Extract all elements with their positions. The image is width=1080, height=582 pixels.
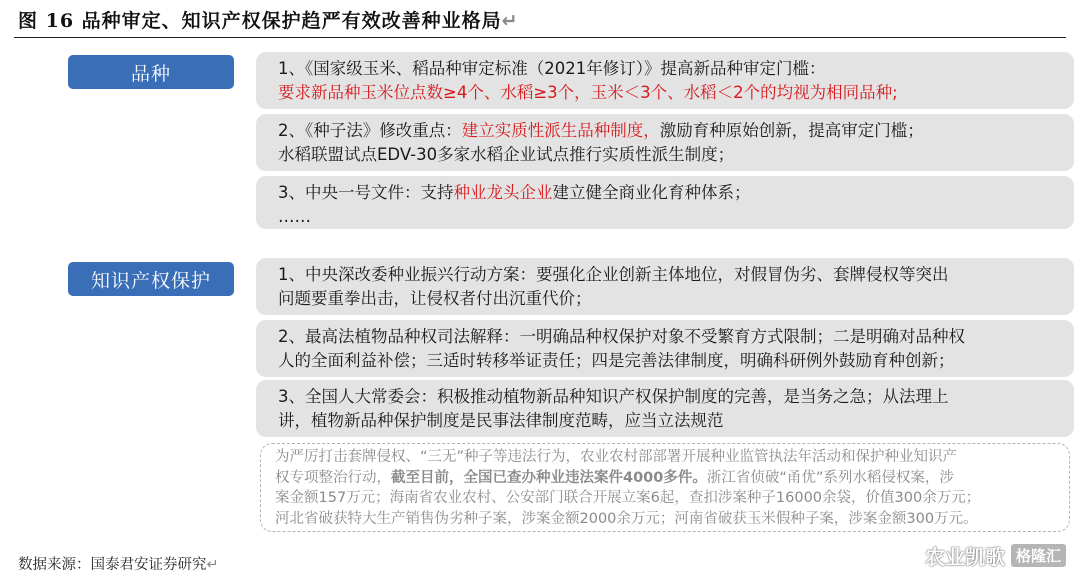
watermark-text: 农业凯歌 [924, 545, 1005, 569]
text-segment: 1、中央深改委种业振兴行动方案：要强化企业创新主体地位，对假冒伪劣、套牌侵权等突出 [278, 265, 949, 284]
text-segment: …… [278, 207, 311, 226]
text-segment: 水稻联盟试点EDV-30多家水稻企业试点推行实质性派生制度； [278, 145, 735, 164]
ip-box-1 [256, 258, 1074, 315]
text-segment: 权专项整治行动， [275, 469, 391, 486]
text-segment: 3、中央一号文件：支持 [278, 183, 454, 202]
text-line [278, 143, 1064, 167]
text-line [278, 349, 1064, 373]
enforcement-note [260, 443, 1070, 532]
text-line [278, 409, 1064, 433]
highlight-text: 建立实质性派生品种制度， [461, 121, 660, 140]
title-divider [14, 37, 1066, 38]
text-line [278, 57, 1064, 81]
text-segment: 建立健全商业化育种体系； [552, 183, 751, 202]
watermark-badge: 格隆汇 [1011, 544, 1066, 567]
text-segment: 1、《国家级玉米、稻品种审定标准（2021年修订）》提高新品种审定门槛： [278, 59, 826, 78]
text-line [278, 287, 1064, 311]
text-line [278, 263, 1064, 287]
text-segment: 河北省破获特大生产销售伪劣种子案，涉案金额2000余万元；河南省破获玉米假种子案，涉案金额300万元。 [275, 510, 978, 527]
text-segment: 问题要重拳出击，让侵权者付出沉重代价； [278, 289, 592, 308]
section-label-ip-protection: 知识产权保护 [68, 262, 234, 296]
text-line [278, 385, 1064, 409]
text-line [275, 488, 1061, 509]
highlight-text: 种业龙头企业 [453, 183, 553, 202]
text-line [278, 325, 1064, 349]
bold-text: 截至目前，全国已查办种业违法案件4000多件。 [391, 469, 707, 486]
text-segment: 案金额157万元；海南省农业农村、公安部门联合开展立案6起，查扣涉案种子16000余袋，价值300余万元； [275, 490, 981, 506]
variety-box-2 [256, 114, 1074, 171]
text-segment: 讲，植物新品种保护制度是民事法律制度范畴，应当立法规范 [278, 411, 724, 430]
ip-box-2 [256, 320, 1074, 377]
text-segment: 2、《种子法》修改重点： [278, 121, 462, 140]
text-segment: 3、全国人大常委会：积极推动植物新品种知识产权保护制度的完善，是当务之急；从法理上 [278, 387, 949, 406]
text-segment: 浙江省侦破“甬优”系列水稻侵权案，涉 [706, 469, 954, 486]
text-line [278, 205, 1064, 229]
text-segment: 激励育种原始创新，提高审定门槛； [659, 121, 924, 140]
watermark [925, 541, 1066, 570]
ip-box-3 [256, 380, 1074, 437]
text-line [275, 468, 1061, 489]
text-line [275, 509, 1061, 530]
data-source: 数据来源：国泰君安证券研究↵ [18, 557, 219, 573]
text-line [278, 119, 1064, 143]
variety-box-1 [256, 52, 1074, 109]
text-line [275, 447, 1061, 468]
text-segment: 2、最高法植物品种权司法解释：一明确品种权保护对象不受繁育方式限制；二是明确对品种权 [278, 327, 965, 346]
figure-title: 图 16 品种审定、知识产权保护趋严有效改善种业格局↵ [18, 10, 519, 32]
section-label-variety: 品种 [68, 55, 234, 89]
variety-box-3 [256, 176, 1074, 229]
text-line [278, 81, 1064, 105]
highlight-text: 要求新品种玉米位点数≥4个、水稻≥3个，玉米＜3个、水稻＜2个的均视为相同品种; [278, 83, 898, 102]
text-segment: 为严厉打击套牌侵权、“三无”种子等违法行为，农业农村部部署开展种业监管执法年活动和保护种业知识产 [275, 449, 958, 465]
text-line [278, 181, 1064, 205]
text-segment: 人的全面利益补偿；三适时转移举证责任；四是完善法律制度，明确科研例外鼓励育种创新； [278, 351, 955, 370]
